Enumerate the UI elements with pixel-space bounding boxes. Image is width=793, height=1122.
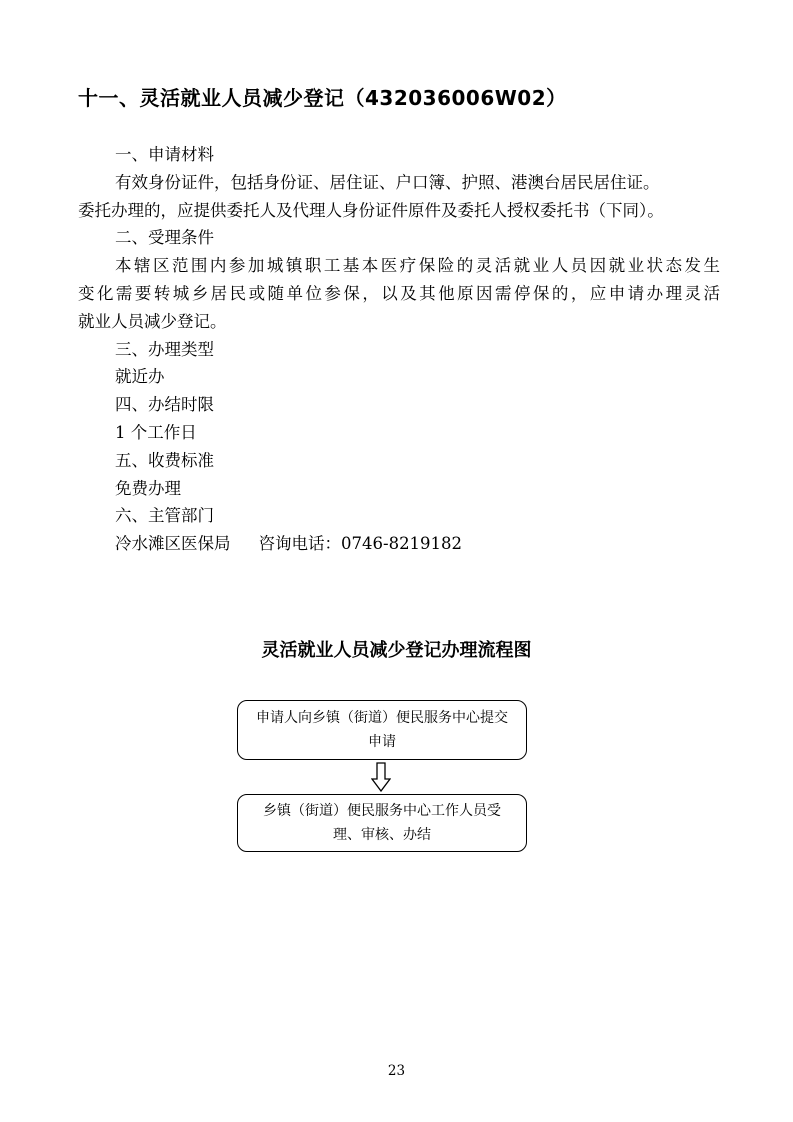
flowchart-step-process-text: 乡镇（街道）便民服务中心工作人员受理、审核、办结 bbox=[263, 803, 501, 843]
conditions-line-1: 本辖区范围内参加城镇职工基本医疗保险的灵活就业人员因就业状态发生 bbox=[115, 256, 720, 276]
section-heading-type: 三、办理类型 bbox=[115, 339, 214, 359]
flowchart-step-process bbox=[237, 794, 527, 852]
flowchart-step-submit bbox=[237, 700, 527, 760]
department-line bbox=[78, 530, 720, 558]
phone-label: 咨询电话： bbox=[258, 534, 341, 554]
conditions-line-3: 就业人员减少登记。 bbox=[78, 311, 227, 331]
section-heading-conditions: 二、受理条件 bbox=[115, 228, 214, 248]
materials-line-2: 委托办理的，应提供委托人及代理人身份证件原件及委托人授权委托书（下同）。 bbox=[78, 200, 664, 220]
page-number: 23 bbox=[387, 1063, 406, 1079]
type-content: 就近办 bbox=[115, 367, 165, 387]
page-title: 十一、灵活就业人员减少登记（432036006W02） bbox=[78, 86, 567, 110]
document-body bbox=[78, 141, 720, 558]
flowchart-title: 灵活就业人员减少登记办理流程图 bbox=[261, 640, 532, 661]
section-heading-materials: 一、申请材料 bbox=[115, 145, 214, 164]
section-heading-fee: 五、收费标准 bbox=[115, 450, 214, 470]
department-name: 冷水滩区医保局 bbox=[115, 534, 231, 554]
fee-content: 免费办理 bbox=[115, 478, 181, 498]
section-heading-department: 六、主管部门 bbox=[115, 506, 214, 526]
materials-line-1: 有效身份证件，包括身份证、居住证、户口簿、护照、港澳台居民居住证。 bbox=[115, 172, 660, 192]
time-limit-content: 1 个工作日 bbox=[115, 422, 197, 442]
flowchart-step-submit-text: 申请人向乡镇（街道）便民服务中心提交申请 bbox=[256, 710, 508, 750]
section-heading-time-limit: 四、办结时限 bbox=[115, 395, 214, 415]
conditions-line-2: 变化需要转城乡居民或随单位参保，以及其他原因需停保的，应申请办理灵活 bbox=[78, 283, 720, 303]
down-arrow-icon bbox=[371, 762, 391, 792]
phone-number: 0746-8219182 bbox=[341, 534, 463, 554]
